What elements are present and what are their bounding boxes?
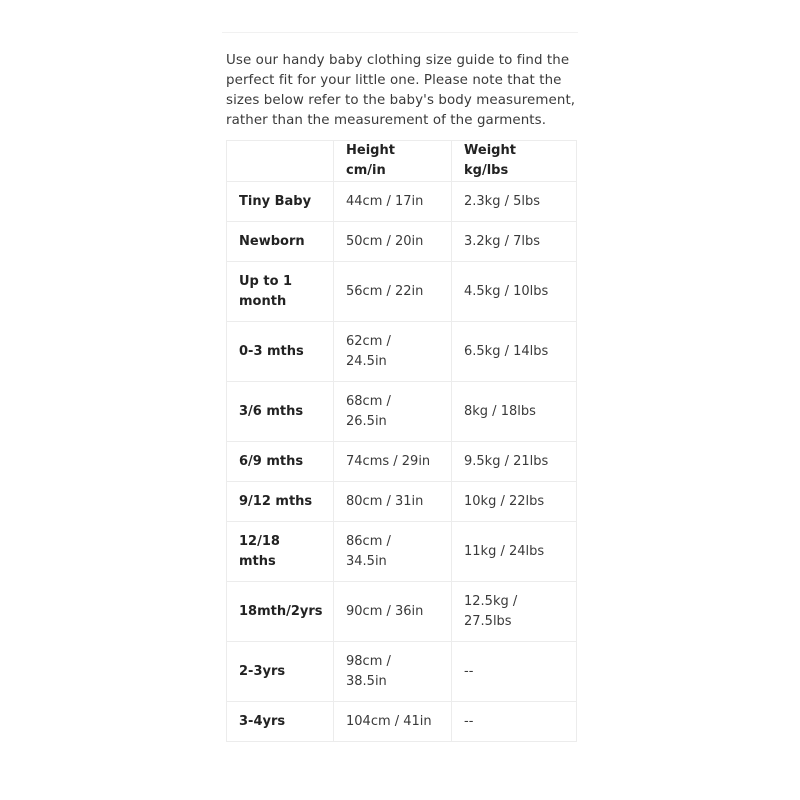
size-cell: Tiny Baby — [227, 182, 334, 222]
table-row — [227, 642, 577, 702]
table-row — [227, 442, 577, 482]
intro-line: rather than the measurement of the garments. — [226, 113, 547, 128]
size-cell: 12/18 mths — [227, 522, 334, 582]
size-cell: 9/12 mths — [227, 482, 334, 522]
height-cell: 56cm / 22in — [334, 262, 452, 322]
height-value: 62cm / 24.5in — [346, 333, 391, 369]
weight-cell: 6.5kg / 14lbs — [452, 322, 577, 382]
height-cell: 104cm / 41in — [334, 702, 452, 742]
height-cell: 44cm / 17in — [334, 182, 452, 222]
weight-cell: 10kg / 22lbs — [452, 482, 577, 522]
size-cell: 18mth/2yrs — [227, 582, 334, 642]
weight-cell: -- — [452, 702, 577, 742]
height-cell: 80cm / 31in — [334, 482, 452, 522]
table-header-row — [227, 141, 577, 182]
size-cell: 3/6 mths — [227, 382, 334, 442]
intro-line: perfect fit for your little one. Please note that the — [226, 73, 562, 88]
table-row — [227, 382, 577, 442]
table-row — [227, 522, 577, 582]
table-row — [227, 222, 577, 262]
height-cell: 90cm / 36in — [334, 582, 452, 642]
size-table — [226, 140, 577, 742]
header-height: Height cm/in — [334, 141, 452, 182]
weight-cell: 3.2kg / 7lbs — [452, 222, 577, 262]
weight-cell: 9.5kg / 21lbs — [452, 442, 577, 482]
intro-line: Use our handy baby clothing size guide to find the — [226, 53, 570, 68]
weight-cell: -- — [452, 642, 577, 702]
header-size — [227, 141, 334, 182]
weight-cell — [452, 582, 577, 642]
weight-value: 12.5kg / 27.5lbs — [464, 593, 518, 629]
height-cell — [334, 522, 452, 582]
weight-cell: 4.5kg / 10lbs — [452, 262, 577, 322]
intro-paragraph — [226, 51, 576, 131]
size-cell — [227, 262, 334, 322]
size-cell: 3-4yrs — [227, 702, 334, 742]
height-cell: 50cm / 20in — [334, 222, 452, 262]
size-cell: 0-3 mths — [227, 322, 334, 382]
height-value: 86cm / 34.5in — [346, 533, 391, 569]
weight-cell: 11kg / 24lbs — [452, 522, 577, 582]
height-cell: 74cms / 29in — [334, 442, 452, 482]
height-cell — [334, 642, 452, 702]
table-row — [227, 582, 577, 642]
weight-cell: 8kg / 18lbs — [452, 382, 577, 442]
size-guide-card — [222, 32, 578, 744]
table-row — [227, 482, 577, 522]
weight-cell: 2.3kg / 5lbs — [452, 182, 577, 222]
table-row — [227, 262, 577, 322]
intro-line: sizes below refer to the baby's body measurement, — [226, 93, 576, 108]
height-value: 68cm / 26.5in — [346, 393, 391, 429]
height-value: 98cm / 38.5in — [346, 653, 391, 689]
table-row — [227, 182, 577, 222]
height-cell — [334, 382, 452, 442]
height-cell — [334, 322, 452, 382]
header-weight: Weight kg/lbs — [452, 141, 577, 182]
size-cell: 6/9 mths — [227, 442, 334, 482]
size-cell: 2-3yrs — [227, 642, 334, 702]
size-label: Up to 1 month — [239, 273, 293, 309]
table-row — [227, 322, 577, 382]
size-cell: Newborn — [227, 222, 334, 262]
table-row — [227, 702, 577, 742]
